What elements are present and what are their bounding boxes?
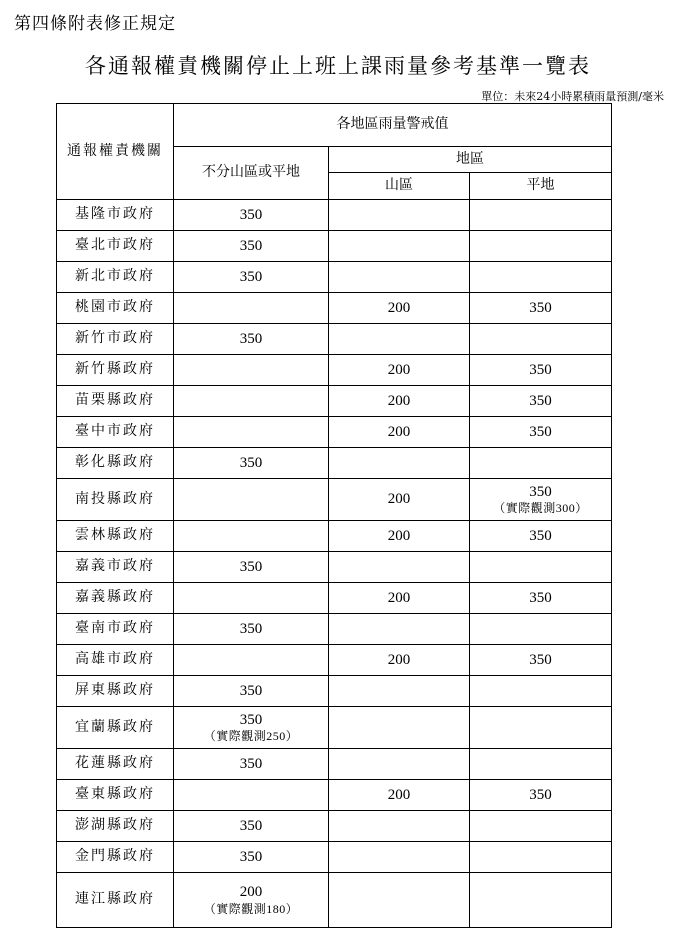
plain-cell: [470, 873, 612, 928]
org-cell-value: 臺北市政府: [75, 237, 155, 254]
table-row: [57, 448, 612, 479]
org-cell-value: 宜蘭縣政府: [75, 718, 155, 735]
all-areas-cell-note: （實際觀測250）: [203, 729, 299, 744]
all-areas-cell: [174, 262, 329, 293]
mountain-cell: [329, 521, 470, 552]
org-cell-value: 金門縣政府: [75, 848, 155, 865]
all-areas-cell: [174, 521, 329, 552]
plain-cell: [470, 231, 612, 262]
all-areas-cell-value: 350: [239, 711, 263, 728]
all-areas-cell-value: 350: [239, 330, 263, 347]
plain-cell: [470, 707, 612, 749]
org-cell-value: 嘉義市政府: [75, 558, 155, 575]
mountain-cell: [329, 448, 470, 479]
mountain-cell: [329, 293, 470, 324]
org-cell: [57, 707, 174, 749]
mountain-cell: [329, 707, 470, 749]
all-areas-cell: [174, 749, 329, 780]
plain-cell: [470, 676, 612, 707]
org-cell-value: 嘉義縣政府: [75, 589, 155, 606]
all-areas-cell: [174, 448, 329, 479]
org-cell: [57, 355, 174, 386]
table-row: [57, 749, 612, 780]
all-areas-cell: [174, 231, 329, 262]
all-areas-cell: [174, 842, 329, 873]
org-cell: [57, 479, 174, 521]
table-row: [57, 200, 612, 231]
org-cell-value: 新竹縣政府: [75, 361, 155, 378]
org-cell-value: 苗栗縣政府: [75, 392, 155, 409]
plain-cell: [470, 200, 612, 231]
org-cell-value: 花蓮縣政府: [75, 755, 155, 772]
plain-cell-value: 350: [529, 392, 552, 409]
org-cell: [57, 324, 174, 355]
plain-cell: [470, 583, 612, 614]
org-cell-value: 屏東縣政府: [75, 682, 155, 699]
plain-cell: [470, 355, 612, 386]
table-row: [57, 521, 612, 552]
org-cell: [57, 448, 174, 479]
table-row: [57, 873, 612, 928]
unit-note: 單位：未來24小時累積雨量預測/毫米: [481, 90, 664, 103]
org-cell: [57, 262, 174, 293]
mountain-cell-value: 200: [387, 786, 411, 803]
header-all-areas: 不分山區或平地: [174, 147, 329, 200]
org-cell: [57, 386, 174, 417]
mountain-cell: [329, 676, 470, 707]
mountain-cell: [329, 200, 470, 231]
table-row: [57, 231, 612, 262]
header-region: 地區: [329, 147, 612, 173]
all-areas-cell-note: （實際觀測180）: [203, 901, 299, 916]
all-areas-cell: [174, 645, 329, 676]
all-areas-cell-value: 350: [239, 682, 263, 699]
document-title: 各通報權責機關停止上班上課雨量參考基準一覽表: [85, 54, 591, 78]
header-warning: 各地區雨量警戒值: [174, 104, 612, 147]
all-areas-cell: [174, 811, 329, 842]
org-cell-value: 新北市政府: [75, 268, 155, 285]
table-row: [57, 293, 612, 324]
plain-cell: [470, 842, 612, 873]
table-row: [57, 583, 612, 614]
mountain-cell-value: 200: [387, 361, 411, 378]
org-cell: [57, 842, 174, 873]
plain-cell: [470, 645, 612, 676]
all-areas-cell-value: 350: [239, 206, 263, 223]
article-label: 第四條附表修正規定: [14, 14, 176, 34]
plain-cell: [470, 780, 612, 811]
all-areas-cell: [174, 324, 329, 355]
plain-cell-value: 350: [529, 786, 552, 803]
all-areas-cell-value: 350: [239, 817, 263, 834]
plain-cell: [470, 552, 612, 583]
mountain-cell-value: 200: [387, 299, 411, 316]
plain-cell: [470, 521, 612, 552]
org-cell: [57, 676, 174, 707]
mountain-cell-value: 200: [387, 491, 411, 508]
mountain-cell: [329, 811, 470, 842]
all-areas-cell: [174, 355, 329, 386]
plain-cell-note: （實際觀測300）: [493, 501, 588, 516]
all-areas-cell: [174, 676, 329, 707]
org-cell: [57, 614, 174, 645]
all-areas-cell: [174, 583, 329, 614]
org-cell-value: 臺東縣政府: [75, 786, 155, 803]
org-cell-value: 南投縣政府: [75, 490, 155, 507]
mountain-cell: [329, 645, 470, 676]
plain-cell: [470, 448, 612, 479]
mountain-cell: [329, 780, 470, 811]
all-areas-cell-value: 350: [239, 558, 263, 575]
plain-cell: [470, 386, 612, 417]
table-row: [57, 676, 612, 707]
org-cell: [57, 749, 174, 780]
mountain-cell-value: 200: [387, 527, 411, 544]
plain-cell-value: 350: [529, 299, 552, 316]
org-cell-value: 基隆市政府: [75, 206, 155, 223]
all-areas-cell: [174, 479, 329, 521]
rainfall-threshold-table: [56, 103, 612, 928]
org-cell: [57, 780, 174, 811]
plain-cell-value: 350: [529, 423, 552, 440]
table-row: [57, 811, 612, 842]
org-cell: [57, 811, 174, 842]
table-row: [57, 355, 612, 386]
org-cell-value: 高雄市政府: [75, 651, 155, 668]
all-areas-cell-value: 200: [239, 884, 263, 901]
mountain-cell: [329, 614, 470, 645]
plain-cell: [470, 479, 612, 521]
all-areas-cell: [174, 614, 329, 645]
org-cell: [57, 552, 174, 583]
mountain-cell: [329, 583, 470, 614]
all-areas-cell: [174, 417, 329, 448]
org-cell: [57, 293, 174, 324]
org-cell: [57, 200, 174, 231]
org-cell-value: 連江縣政府: [75, 891, 155, 908]
org-cell: [57, 583, 174, 614]
all-areas-cell: [174, 200, 329, 231]
table-row: [57, 645, 612, 676]
mountain-cell: [329, 324, 470, 355]
org-cell-value: 新竹市政府: [75, 330, 155, 347]
mountain-cell-value: 200: [387, 423, 411, 440]
mountain-cell: [329, 479, 470, 521]
table-row: [57, 417, 612, 448]
all-areas-cell: [174, 293, 329, 324]
mountain-cell: [329, 386, 470, 417]
all-areas-cell-value: 350: [239, 268, 263, 285]
all-areas-cell: [174, 707, 329, 749]
org-cell-value: 臺中市政府: [75, 423, 155, 440]
all-areas-cell: [174, 780, 329, 811]
mountain-cell-value: 200: [387, 651, 411, 668]
table-row: [57, 707, 612, 749]
org-cell: [57, 873, 174, 928]
mountain-cell: [329, 231, 470, 262]
table-row: [57, 780, 612, 811]
header-mountain: 山區: [329, 173, 470, 200]
org-cell: [57, 521, 174, 552]
plain-cell-value: 350: [529, 361, 552, 378]
plain-cell: [470, 749, 612, 780]
org-cell-value: 桃園市政府: [75, 299, 155, 316]
table-row: [57, 479, 612, 521]
table-row: [57, 262, 612, 293]
plain-cell-value: 350: [529, 483, 552, 500]
header-org: 通報權責機關: [57, 104, 174, 200]
plain-cell: [470, 417, 612, 448]
mountain-cell: [329, 417, 470, 448]
mountain-cell: [329, 552, 470, 583]
org-cell-value: 雲林縣政府: [75, 527, 155, 544]
plain-cell-value: 350: [529, 589, 552, 606]
header-plain: 平地: [470, 173, 612, 200]
table-row: [57, 386, 612, 417]
plain-cell-value: 350: [529, 651, 552, 668]
org-cell-value: 澎湖縣政府: [75, 817, 155, 834]
mountain-cell: [329, 355, 470, 386]
table-row: [57, 614, 612, 645]
org-cell-value: 臺南市政府: [75, 620, 155, 637]
table-row: [57, 552, 612, 583]
mountain-cell: [329, 873, 470, 928]
table-row: [57, 324, 612, 355]
all-areas-cell-value: 350: [239, 755, 263, 772]
mountain-cell-value: 200: [387, 589, 411, 606]
mountain-cell: [329, 842, 470, 873]
all-areas-cell-value: 350: [239, 848, 263, 865]
all-areas-cell: [174, 552, 329, 583]
plain-cell: [470, 262, 612, 293]
plain-cell: [470, 614, 612, 645]
plain-cell-value: 350: [529, 527, 552, 544]
all-areas-cell-value: 350: [239, 620, 263, 637]
mountain-cell: [329, 749, 470, 780]
all-areas-cell: [174, 386, 329, 417]
plain-cell: [470, 324, 612, 355]
org-cell-value: 彰化縣政府: [75, 454, 155, 471]
all-areas-cell-value: 350: [239, 454, 263, 471]
mountain-cell: [329, 262, 470, 293]
org-cell: [57, 417, 174, 448]
org-cell: [57, 645, 174, 676]
org-cell: [57, 231, 174, 262]
all-areas-cell: [174, 873, 329, 928]
table-row: [57, 842, 612, 873]
plain-cell: [470, 811, 612, 842]
plain-cell: [470, 293, 612, 324]
all-areas-cell-value: 350: [239, 237, 263, 254]
mountain-cell-value: 200: [387, 392, 411, 409]
